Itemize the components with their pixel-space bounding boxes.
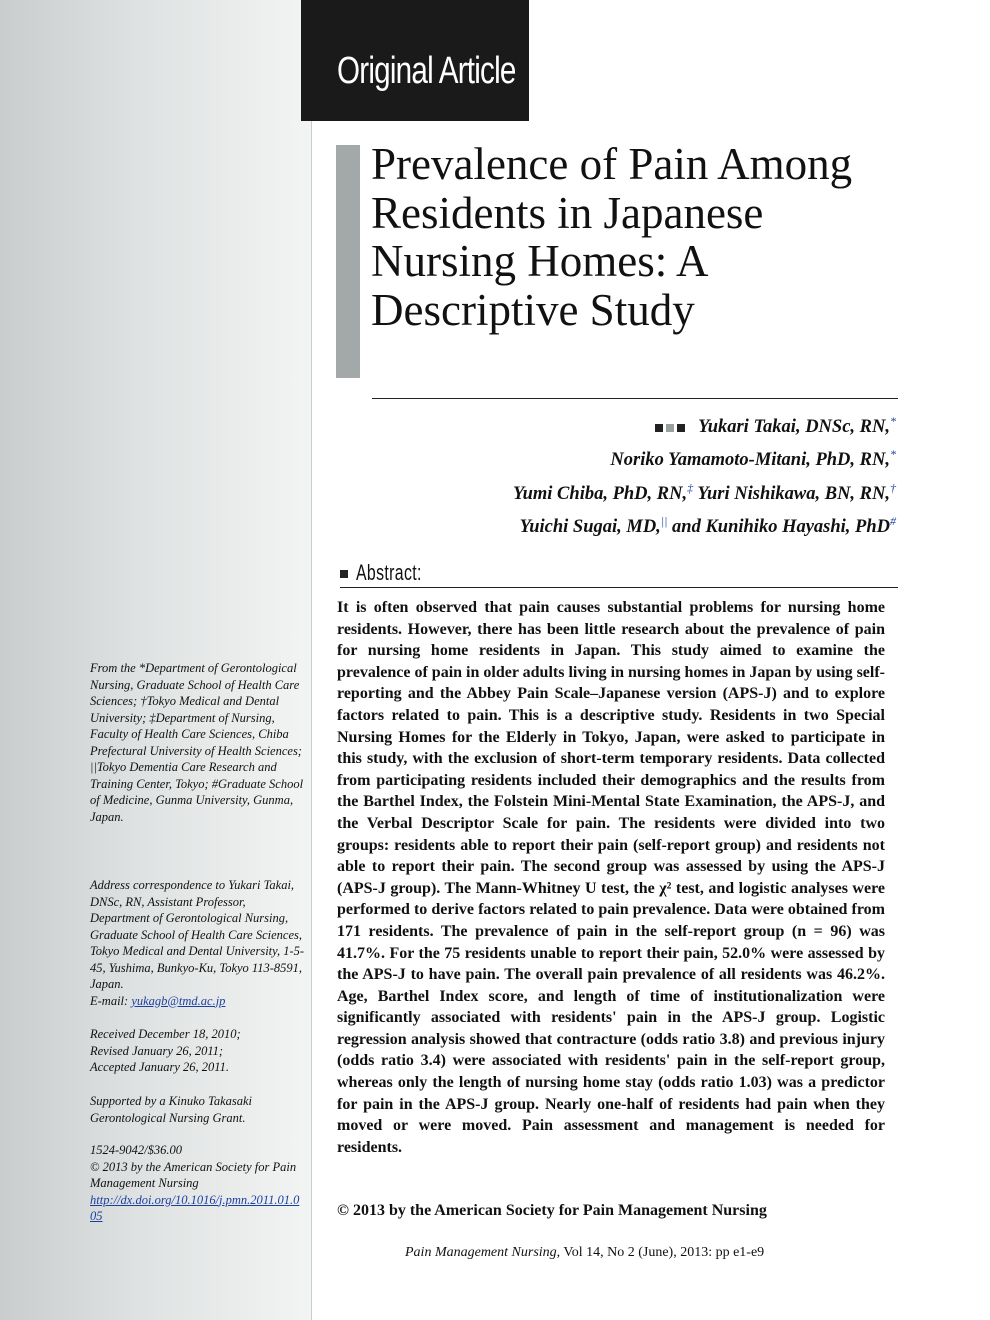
title-accent-bar	[336, 145, 360, 378]
author-line-3: Yumi Chiba, PhD, RN,‡ Yuri Nishikawa, BN, RN,†	[513, 480, 896, 504]
dates-note: Received December 18, 2010; Revised January 26, 2011; Accepted January 26, 2011.	[90, 1027, 241, 1074]
funding-note: Supported by a Kinuko Takasaki Gerontological Nursing Grant.	[90, 1094, 253, 1125]
abstract-heading: Abstract:	[340, 560, 447, 586]
article-type-label: Original Article	[337, 50, 516, 92]
abstract-rule	[340, 587, 898, 588]
journal-citation: Pain Management Nursing, Vol 14, No 2 (June), 2013: pp e1-e9	[405, 1245, 765, 1260]
abstract-copyright: © 2013 by the American Society for Pain Management Nursing	[337, 1202, 767, 1219]
article-title: Prevalence of Pain Among Residents in Japanese Nursing Homes: A Descriptive Study	[371, 139, 853, 335]
abstract-body: It is often observed that pain causes substantial problems for nursing home residents. However, there has been little research about the prevalence of pain for nursing home residents in Japan. This study aimed to examine the prevalence of pain in older adults living in nursing homes in Japan by using self-reporting and the Abbey Pain Scale–Japanese version (APS-J) and to explore factors related to pain. This is a descriptive study. Residents in two Special Nursing Homes for the Elderly in Tokyo, Japan, were asked to participate in this study, with the exclusion of short-term temporary residents. Data collected from participating residents included their demographics and the results from the Barthel Index, the Folstein Mini-Mental State Examination, the APS-J, and the Verbal Descriptor Scale for pain. The residents were divided into two groups: residents able to report their pain (self-report group) and residents not able to report their pain. The second group was assessed by using the APS-J (APS-J group). The Mann-Whitney U test, the χ² test, and logistic analyses were performed to derive factors related to pain prevalence. Data were obtained from 171 residents. The prevalence of pain in the self-report group (n = 96) was 41.7%. For the 75 residents unable to report their pain, 52.0% were assessed by the APS-J to have pain. The overall pain prevalence of all residents was 46.2%. Age, Barthel Index score, and length of time of institutionalization were significantly associated with residents' pain in the APS-J group. Logistic regression analysis showed that contracture (odds ratio 3.8) and previous injury (odds ratio 3.4) were associated with residents' pain in the self-report group, whereas only the length of nursing home stay (odds ratio 1.03) was a predictor for pain in the APS-J group. Nearly one-half of residents had pain when they moved or were moved. Pain assessment and management is needed for residents.	[337, 599, 885, 1156]
affiliations-note: From the *Department of Gerontological Nursing, Graduate School of Health Care Sciences; †Tokyo Medical and Dental University; ‡Department of Nursing, Faculty of Health Care Sciences, Chiba Prefectural University of Health Sciences; ||Tokyo Dementia Care Research and Training Center, Tokyo; #Graduate School of Medicine, Gunma University, Gunma, Japan.	[90, 661, 304, 824]
publication-note: 1524-9042/$36.00 © 2013 by the American Society for Pain Management Nursing http://dx.doi.org/10.1016/j.pmn.2011.01.005	[90, 1143, 300, 1223]
sidebar-divider	[311, 0, 312, 1320]
email-link[interactable]: yukagb@tmd.ac.jp	[131, 993, 226, 1008]
title-rule	[372, 398, 898, 399]
author-line-1: Yukari Takai, DNSc, RN,*	[340, 408, 896, 441]
square-bullet-icon	[340, 570, 348, 578]
correspondence-note: Address correspondence to Yukari Takai, DNSc, RN, Assistant Professor, Department of Gerontological Nursing, Graduate School of Health Care Sciences, Tokyo Medical and Dental University, 1-5-45, Yushima, Bunkyo-Ku, Tokyo 113-8591, Japan. E-mail: yukagb@tmd.ac.jp	[90, 878, 305, 1008]
author-line-4: Yuichi Sugai, MD,|| and Kunihiko Hayashi, PhD#	[519, 513, 896, 537]
article-type-badge	[301, 0, 529, 121]
decorative-squares-icon	[655, 414, 688, 441]
author-line-2: Noriko Yamamoto-Mitani, PhD, RN,*	[610, 447, 896, 471]
doi-link[interactable]: http://dx.doi.org/10.1016/j.pmn.2011.01.005	[90, 1192, 300, 1223]
author-list	[340, 408, 896, 541]
